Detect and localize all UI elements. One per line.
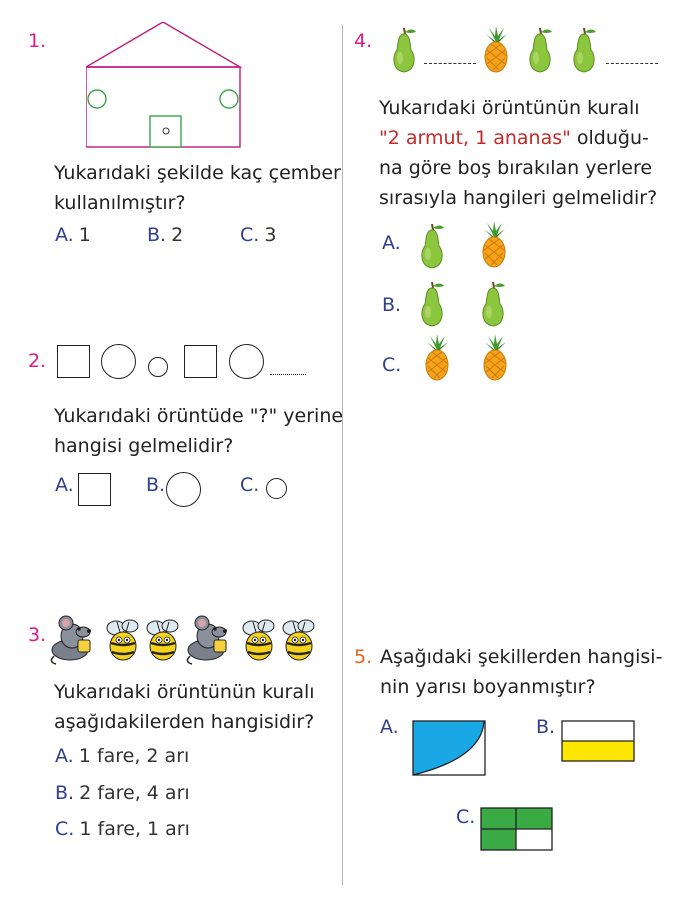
question-2-text-line2: hangisi gelmelidir? (54, 435, 234, 457)
option-letter: A. (55, 224, 74, 246)
question-4-option-b[interactable] (382, 294, 401, 316)
question-3-number: 3. (28, 624, 47, 646)
pattern-large-circle (229, 344, 264, 379)
mouse-bee-pattern (50, 612, 322, 668)
option-value: 2 fare, 4 arı (79, 782, 190, 804)
question-3-text-line1: Yukarıdaki örüntünün kuralı (54, 681, 315, 703)
question-4-number: 4. (354, 30, 373, 52)
option-value: 3 (264, 224, 277, 246)
house-roof (86, 22, 240, 67)
pattern-square (184, 345, 217, 378)
option-c-three-quarter-green-figure (480, 807, 553, 851)
question-2-option-b[interactable] (146, 474, 165, 496)
pineapple-icon (479, 221, 509, 269)
question-1-option-c[interactable] (240, 224, 277, 246)
option-b-half-yellow-figure (561, 720, 635, 762)
option-letter: C. (240, 474, 260, 496)
question-2-option-a[interactable] (55, 474, 74, 496)
option-letter: B. (536, 716, 556, 738)
bee-icon (107, 620, 138, 660)
question-1-option-b[interactable] (147, 224, 183, 246)
question-4-text-line1: Yukarıdaki örüntünün kuralı (379, 97, 640, 119)
option-letter: B. (382, 294, 402, 316)
option-value: 1 (78, 224, 91, 246)
pear-icon (526, 26, 556, 74)
pattern-large-circle (101, 344, 136, 379)
question-5-text-line2: nin yarısı boyanmıştır? (380, 676, 596, 698)
mouse-icon (187, 616, 227, 664)
question-4-text-line2 (379, 123, 649, 153)
option-a-square-shape (78, 473, 111, 506)
text-continuation: olduğu- (570, 127, 649, 149)
option-value: 2 (171, 224, 184, 246)
question-2-text-line1: Yukarıdaki örüntüde "?" yerine (54, 405, 344, 427)
option-letter: B. (146, 474, 166, 496)
pineapple-icon (480, 334, 510, 382)
question-5-number: 5. (354, 646, 373, 668)
pattern-blank (270, 374, 306, 375)
house-figure (86, 22, 244, 150)
option-letter: C. (55, 818, 75, 840)
option-letter: A. (55, 745, 74, 767)
pear-icon (418, 222, 448, 270)
bee-icon (283, 620, 314, 660)
question-3-option-a[interactable] (55, 745, 189, 767)
bee-icon (243, 620, 274, 660)
option-value: 1 fare, 2 arı (78, 745, 190, 767)
question-4-option-a[interactable] (382, 232, 401, 254)
pear-icon (390, 26, 420, 74)
pattern-rule-highlight: "2 armut, 1 ananas" (379, 127, 571, 149)
house-door-knob (163, 128, 169, 134)
bee-icon (147, 620, 178, 660)
option-letter: A. (380, 716, 399, 738)
column-divider (342, 25, 343, 885)
option-letter: B. (55, 782, 75, 804)
question-3-text-line2: aşağıdakilerden hangisidir? (54, 711, 315, 733)
pear-icon (418, 280, 448, 328)
pineapple-icon (481, 26, 511, 74)
pattern-blank-2 (606, 63, 658, 64)
question-5-option-a[interactable] (380, 716, 399, 738)
pear-icon (570, 26, 600, 74)
question-1-number: 1. (28, 30, 47, 52)
question-4-text-line4: sırasıyla hangileri gelmelidir? (379, 187, 658, 209)
question-4-option-c[interactable] (382, 354, 401, 376)
question-3-option-c[interactable] (55, 818, 190, 840)
question-5-option-b[interactable] (536, 716, 555, 738)
option-letter: C. (382, 354, 402, 376)
pineapple-icon (422, 334, 452, 382)
option-letter: B. (147, 224, 167, 246)
question-3-option-b[interactable] (55, 782, 190, 804)
option-b-large-circle-shape (166, 472, 201, 507)
pattern-blank-1 (424, 63, 476, 64)
pattern-square (57, 345, 90, 378)
option-letter: A. (382, 232, 401, 254)
question-4-text-line3: na göre boş bırakılan yerlere (379, 157, 653, 179)
question-5-text-line1: Aşağıdaki şekillerden hangisi- (380, 646, 663, 668)
house-left-circle (88, 90, 106, 108)
pear-icon (479, 280, 509, 328)
option-letter: C. (240, 224, 260, 246)
option-a-quarter-curve-figure (412, 720, 486, 776)
option-letter: C. (456, 806, 476, 828)
question-5-option-c[interactable] (456, 806, 475, 828)
house-right-circle (220, 90, 238, 108)
question-1-text-line1: Yukarıdaki şekilde kaç çember (54, 162, 341, 184)
question-1-text-line2: kullanılmıştır? (54, 192, 186, 214)
option-c-small-circle-shape (266, 478, 287, 499)
option-letter: A. (55, 474, 74, 496)
mouse-icon (51, 616, 91, 664)
question-1-option-a[interactable] (55, 224, 91, 246)
question-2-number: 2. (28, 350, 47, 372)
option-value: 1 fare, 1 arı (79, 818, 190, 840)
question-2-option-c[interactable] (240, 474, 259, 496)
pattern-small-circle (148, 357, 168, 377)
